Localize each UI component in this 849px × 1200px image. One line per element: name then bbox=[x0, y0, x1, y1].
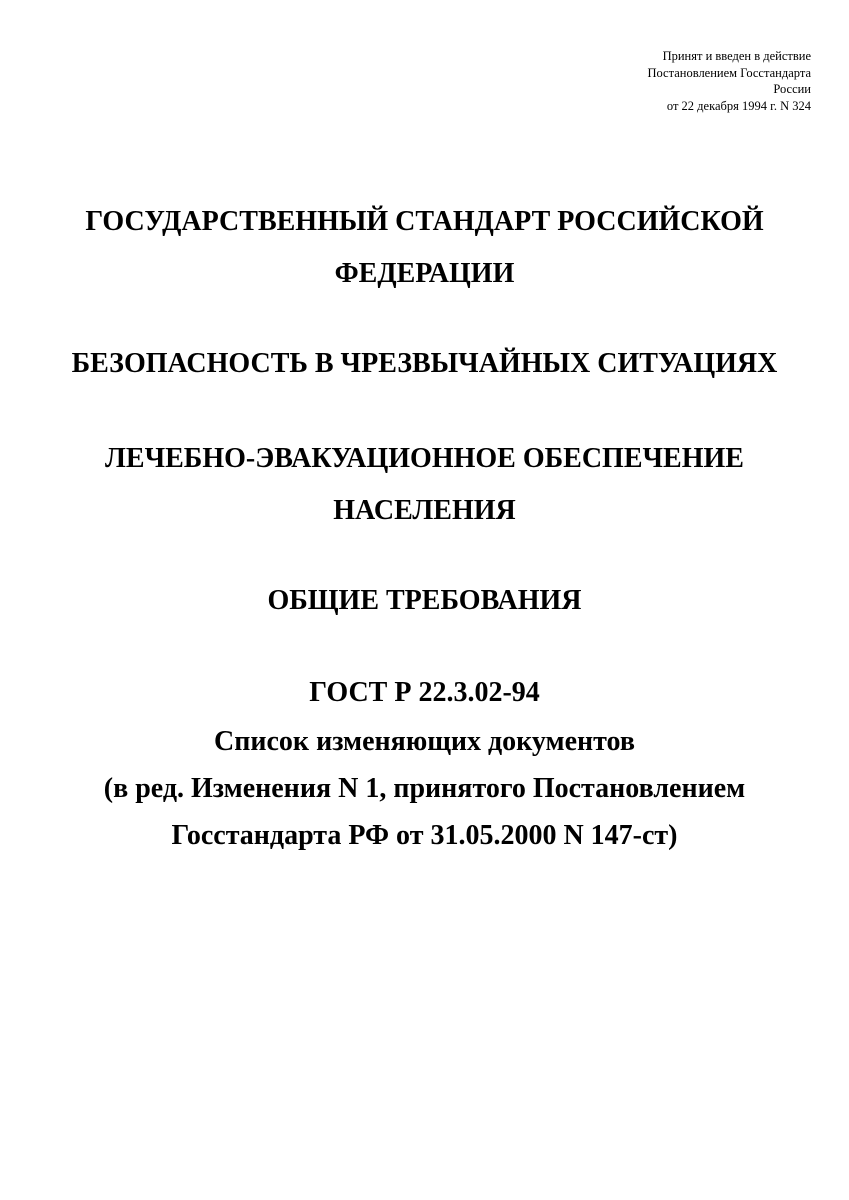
adoption-note-line: Постановлением Госстандарта bbox=[647, 65, 811, 80]
subject-heading bbox=[0, 433, 849, 537]
adoption-note-line: России bbox=[773, 82, 811, 96]
amendments-line: Госстандарта РФ от 31.05.2000 N 147-ст) bbox=[171, 820, 678, 851]
subject-heading-line: ЛЕЧЕБНО-ЭВАКУАЦИОННОЕ ОБЕСПЕЧЕНИЕ bbox=[105, 443, 744, 474]
standard-title bbox=[0, 196, 849, 300]
standard-title-line: ГОСУДАРСТВЕННЫЙ СТАНДАРТ РОССИЙСКОЙ bbox=[85, 206, 764, 237]
field-heading-text: БЕЗОПАСНОСТЬ В ЧРЕЗВЫЧАЙНЫХ СИТУАЦИЯХ bbox=[71, 348, 778, 379]
adoption-note bbox=[491, 48, 811, 114]
standard-designation bbox=[0, 669, 849, 717]
field-heading bbox=[0, 338, 849, 390]
standard-title-line: ФЕДЕРАЦИИ bbox=[334, 258, 515, 289]
standard-designation-text: ГОСТ Р 22.3.02-94 bbox=[309, 677, 540, 708]
subtitle-text: ОБЩИЕ ТРЕБОВАНИЯ bbox=[267, 585, 582, 616]
subject-heading-line: НАСЕЛЕНИЯ bbox=[333, 495, 516, 526]
amendments-line: (в ред. Изменения N 1, принятого Постановлением bbox=[103, 773, 746, 804]
amendments-heading: Список изменяющих документов bbox=[214, 726, 635, 757]
amendments-list bbox=[0, 718, 849, 859]
adoption-note-line: от 22 декабря 1994 г. N 324 bbox=[666, 98, 811, 113]
subtitle bbox=[0, 575, 849, 627]
adoption-note-line: Принят и введен в действие bbox=[662, 49, 811, 63]
